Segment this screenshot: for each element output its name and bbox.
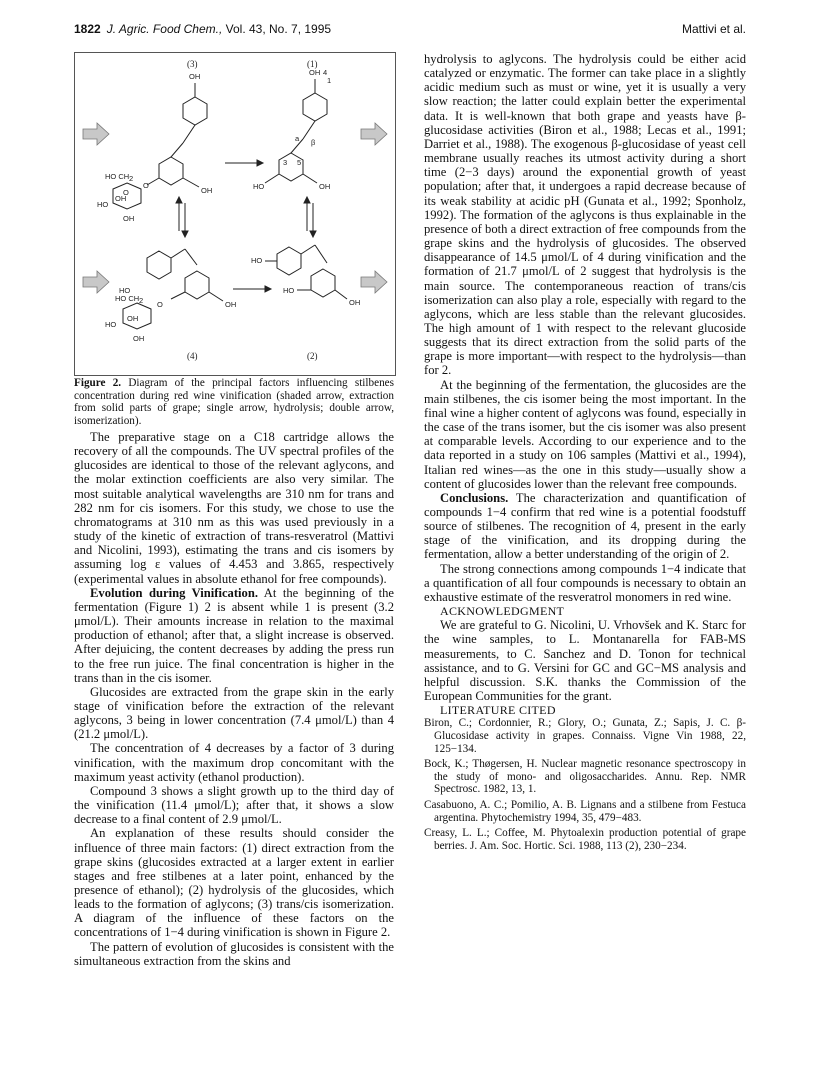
label-compound-4: (4): [187, 351, 198, 361]
svg-text:HO: HO: [283, 286, 295, 295]
caption-label: Figure 2.: [74, 377, 122, 389]
reference-list: [424, 717, 746, 852]
isomerization-arrow-left: [176, 197, 188, 237]
reference-item: Casabuono, A. C.; Pomilio, A. B. Lignans and a stilbene from Festuca argentina. Phytochemistry 1994, 35, 479−483.: [424, 798, 746, 824]
svg-text:O: O: [157, 300, 163, 309]
figure-2-diagram: [74, 52, 396, 376]
paragraph: The preparative stage on a C18 cartridge allows the recovery of all the compounds. The UV spectral profiles of the glucosides are identical to those of the relevant aglycons, and the molar extinction coefficients are also very similar. The most suitable analytical wavelengths are 310 nm for trans and 282 nm for cis isomers. For this study, we chose to use the chromatograms at 310 nm as this was used previously in a study of the kinetic of extraction of trans-resveratrol (Mattivi and Nicolini, 1993), estimating the trans and cis isomers by assuming log ε values of 4.453 and 3.865, respectively (experimental values in absolute ethanol for free compounds).: [74, 430, 394, 586]
svg-text:OH: OH: [115, 194, 127, 203]
paragraph: Glucosides are extracted from the grape skin in the early stage of vinification before the extraction of the relevant aglycons, 3 being in lower concentration (7.4 μmol/L) than 4 (21.2 μmol/L).: [74, 684, 394, 742]
extraction-arrow-3: [83, 271, 109, 293]
extraction-arrow-2: [361, 123, 387, 145]
right-column: [424, 52, 746, 855]
paragraph-conclusions: Conclusions. The characterization and quantification of compounds 1−4 confirm that red wine is a potential foodstuff source of stilbenes. The recognition of 4, present in the early stage of the vinification, and its dropping during the fermentation, allow a better understanding of the origin of 2.: [424, 490, 746, 562]
svg-text:O: O: [143, 181, 149, 190]
section-heading-conclusions: Conclusions.: [440, 490, 509, 505]
svg-text:HO CH: HO CH: [105, 172, 130, 181]
svg-text:3: 3: [283, 158, 288, 167]
figure-caption: [74, 377, 394, 427]
svg-text:OH: OH: [133, 334, 145, 343]
svg-text:OH: OH: [127, 314, 139, 323]
svg-text:OH: OH: [309, 68, 321, 77]
svg-text:HO: HO: [253, 182, 265, 191]
paragraph: At the beginning of the fermentation, the glucosides are the main stilbenes, the cis isomer being the most important. In the final wine a higher content of aglycons was found, especially in the case of the trans isomer, but the cis isomer was also present at comparable levels. According to our experience and to the data reported in a study on 106 samples (Mattivi et al., 1994), Italian red wines—as the one in this study—usually show a content of glucosides lower than the relevant free compounds.: [424, 377, 746, 491]
svg-text:HO: HO: [119, 286, 131, 295]
caption-text: Diagram of the principal factors influencing stilbenes concentration during red wine vinification (shaded arrow, extraction from solid parts of grape; single arrow, hydrolysis; double arrow, isomerization).: [74, 377, 394, 427]
svg-text:OH: OH: [201, 186, 213, 195]
paragraph: The pattern of evolution of glucosides is consistent with the simultaneous extraction from the skins and: [74, 939, 394, 968]
left-column: [74, 430, 394, 968]
section-heading-evolution: Evolution during Vinification.: [90, 585, 258, 600]
stilbene-scheme: [75, 53, 395, 375]
literature-heading: LITERATURE CITED: [440, 703, 556, 718]
svg-text:2: 2: [139, 296, 144, 305]
running-authors: Mattivi et al.: [681, 22, 746, 36]
svg-text:HO CH: HO CH: [115, 294, 140, 303]
compound-1-structure: [265, 79, 327, 183]
svg-text:OH: OH: [123, 214, 135, 223]
paragraph-evolution: Evolution during Vinification. At the beginning of the fermentation (Figure 1) 2 is absent while 1 is present (3.2 μmol/L). Their amounts increase in relation to the maximal production of ethanol; after that, a slight increase is observed. After dejuicing, the content decreases by adding the press run to the free run juice. The final concentration is higher in the trans than in the cis isomer.: [74, 585, 394, 685]
svg-text:OH: OH: [349, 298, 361, 307]
paragraph: An explanation of these results should consider the influence of three main factors: (1) direct extraction from the grape skins (glucosides extracted at a larger extent in earlier stages and free stilbenes at a later point, enhanced by the presence of ethanol); (2) hydrolysis of the glucosides, which leads to the formation of aglycons; (3) trans/cis isomerization. A diagram of the influence of these factors on the concentrations of 1−4 during vinification is shown in Figure 2.: [74, 826, 394, 940]
acknowledgment-heading: ACKNOWLEDGMENT: [440, 604, 565, 619]
paragraph: Compound 3 shows a slight growth up to the third day of the vinification (11.4 μmol/L); after that, it shows a slow decrease to a final content of 2.9 μmol/L.: [74, 783, 394, 827]
paragraph: hydrolysis to aglycons. The hydrolysis could be either acid catalyzed or enzymatic. The former can take place in a slightly acidic medium such as must or wine, yet it is usually a very slow reaction; the latter could explain better the experimental data. It is well-known that both grape and yeasts have β-glucosidase activities (Biron et al., 1988; Lecas et al., 1991; Darriet et al., 1988). The exogenous β-glucosidase of yeast cell membrane usually reaches its utmost activity during a short time (2−3 days) around the exponential growth of yeast population; after that, it undergoes a rapid decrease because of its weak stability at acidic pH (Gunata et al., 1992; Sponholz, 1992). The formation of the aglycons is thus explainable in the presence of both a direct extraction of free compounds from the grape skins and the hydrolysis of glucosides. The observed disappearance of 14.5 μmol/L of 4 during vinification and the formation of 21.7 μmol/L of 2 suggest that hydrolysis is the main source. The contemporaneous reaction of trans/cis isomerization can also play a role, especially with regard to the aglycons, which are less stable than the relevant glucosides. The high amount of 1 with respect to the relevant glucoside suggests that its direct extraction from the solid parts of the grape is more important—with respect to the hydrolysis—than for 2.: [424, 52, 746, 378]
svg-text:5: 5: [297, 158, 302, 167]
svg-text:1: 1: [327, 76, 332, 85]
reference-item: Bock, K.; Thøgersen, H. Nuclear magnetic resonance spectroscopy in the study of mono- and oligosaccharides. Annu. Rep. NMR Spectrosc. 1982, 13, 1.: [424, 758, 746, 796]
isomerization-arrow-right: [304, 197, 316, 237]
compound-2-structure: [265, 245, 347, 299]
svg-text:O: O: [123, 188, 129, 197]
journal-volume: Vol. 43, No. 7, 1995: [225, 22, 332, 36]
reference-item: Creasy, L. L.; Coffee, M. Phytoalexin production potential of grape berries. J. Am. Soc. Hortic. Sci. 1988, 113 (2), 230−234.: [424, 827, 746, 852]
label-compound-1: (1): [307, 59, 318, 69]
running-header: [74, 22, 746, 42]
label-compound-3: (3): [187, 59, 198, 69]
svg-text:OH: OH: [189, 72, 201, 81]
svg-text:a: a: [295, 134, 300, 143]
svg-text:HO: HO: [97, 200, 109, 209]
svg-text:OH: OH: [225, 300, 237, 309]
extraction-arrow-1: [83, 123, 109, 145]
svg-text:β: β: [311, 138, 316, 147]
svg-text:OH: OH: [319, 182, 331, 191]
paragraph: The strong connections among compounds 1−4 indicate that a quantification of all four compounds is necessary to obtain an exhaustive estimate of the resveratrol monomers in red wine.: [424, 561, 746, 604]
extraction-arrow-4: [361, 271, 387, 293]
paragraph: The concentration of 4 decreases by a factor of 3 during vinification, with the maximum drop concomitant with the maximum yeast activity (ethanol production).: [74, 741, 394, 784]
label-compound-2: (2): [307, 351, 318, 361]
reference-item: Biron, C.; Cordonnier, R.; Glory, O.; Gunata, Z.; Sapis, J. C. β-Glucosidase activity in grapes. Connaiss. Vigne Vin 1988, 22, 125−134.: [424, 717, 746, 755]
svg-text:4: 4: [323, 68, 328, 77]
page-number: 1822: [74, 22, 101, 36]
svg-text:HO: HO: [251, 256, 263, 265]
svg-text:HO: HO: [105, 320, 117, 329]
journal-name: J. Agric. Food Chem.,: [106, 22, 223, 36]
svg-text:2: 2: [129, 174, 134, 183]
acknowledgment-text: We are grateful to G. Nicolini, U. Vrhovšek and K. Starc for the wine samples, to L. Montanarella for FAB-MS measurements, to C. Sanchez and D. Tonon for technical assistance, and to G. Versini for GC and GC−MS analysis and helpful discussion. S.K. thanks the Commission of the European Communities for the grant.: [424, 618, 746, 704]
